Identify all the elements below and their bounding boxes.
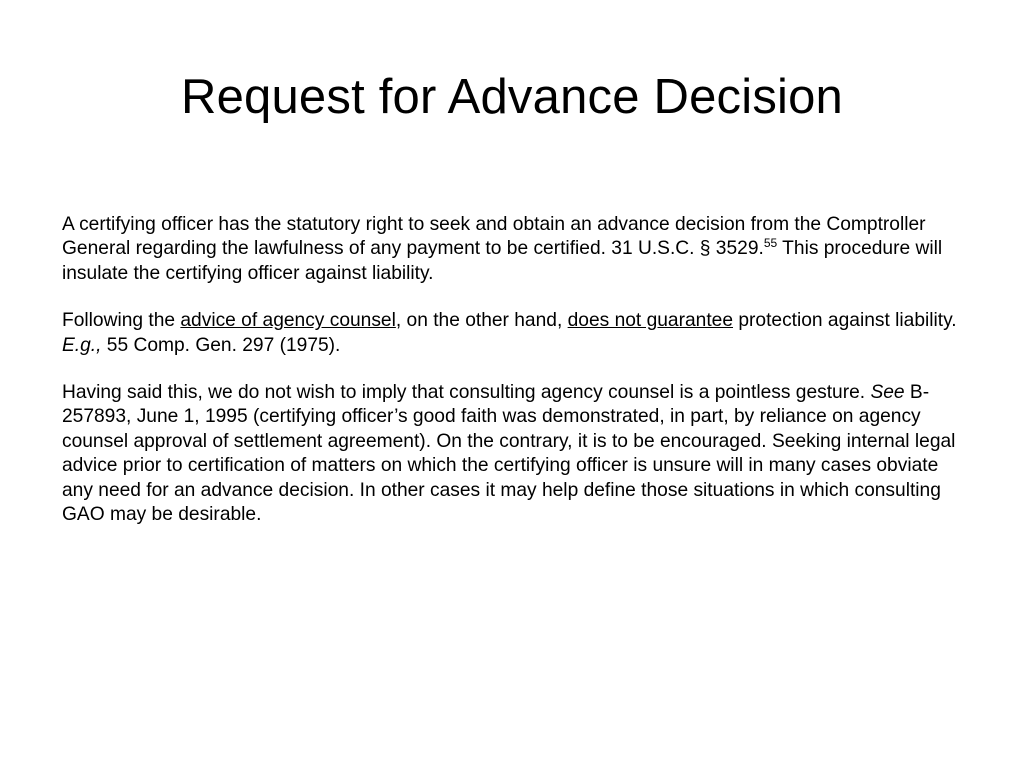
paragraph-statutory-right [62,213,974,286]
p3-pre: Having said this, we do not wish to imply that consulting agency counsel is a pointless gesture. [62,382,871,404]
p1-text-after: This procedure will insulate the certifying officer against liability. [62,238,943,284]
p2-post: protection against liability. [733,310,957,332]
does-not-guarantee-underlined: does not guarantee [567,310,733,332]
slide-title: Request for Advance Decision [180,70,844,124]
p2-mid: , on the other hand, [395,310,568,332]
p2-italic-eg: E.g., [62,334,102,356]
slide-body [62,213,974,550]
paragraph-consulting-counsel [62,381,974,527]
p1-text: A certifying officer has the statutory right to seek and obtain an advance decision from the Comptroller General regarding the lawfulness of any payment to be certified. 31 U.S.C. § 3529. [62,214,926,260]
p2-end: 55 Comp. Gen. 297 (1975). [101,334,341,356]
paragraph-agency-counsel [62,309,974,358]
p3-post: B-257893, June 1, 1995 (certifying officer’s good faith was demonstrated, in part, by reliance on agency counsel approval of settlement agreement). On the contrary, it is to be encouraged. Seeking internal legal advice prior to certification of matters on which the certifying officer is unsure will in many cases obviate any need for an advance decision. In other cases it may help define those situations in which consulting GAO may be desirable. [62,382,956,526]
p2-pre: Following the [62,310,181,332]
advice-of-agency-counsel-underlined: advice of agency counsel [180,310,396,332]
p3-italic-see: See [870,382,905,404]
footnote-ref: 55 [763,236,778,251]
